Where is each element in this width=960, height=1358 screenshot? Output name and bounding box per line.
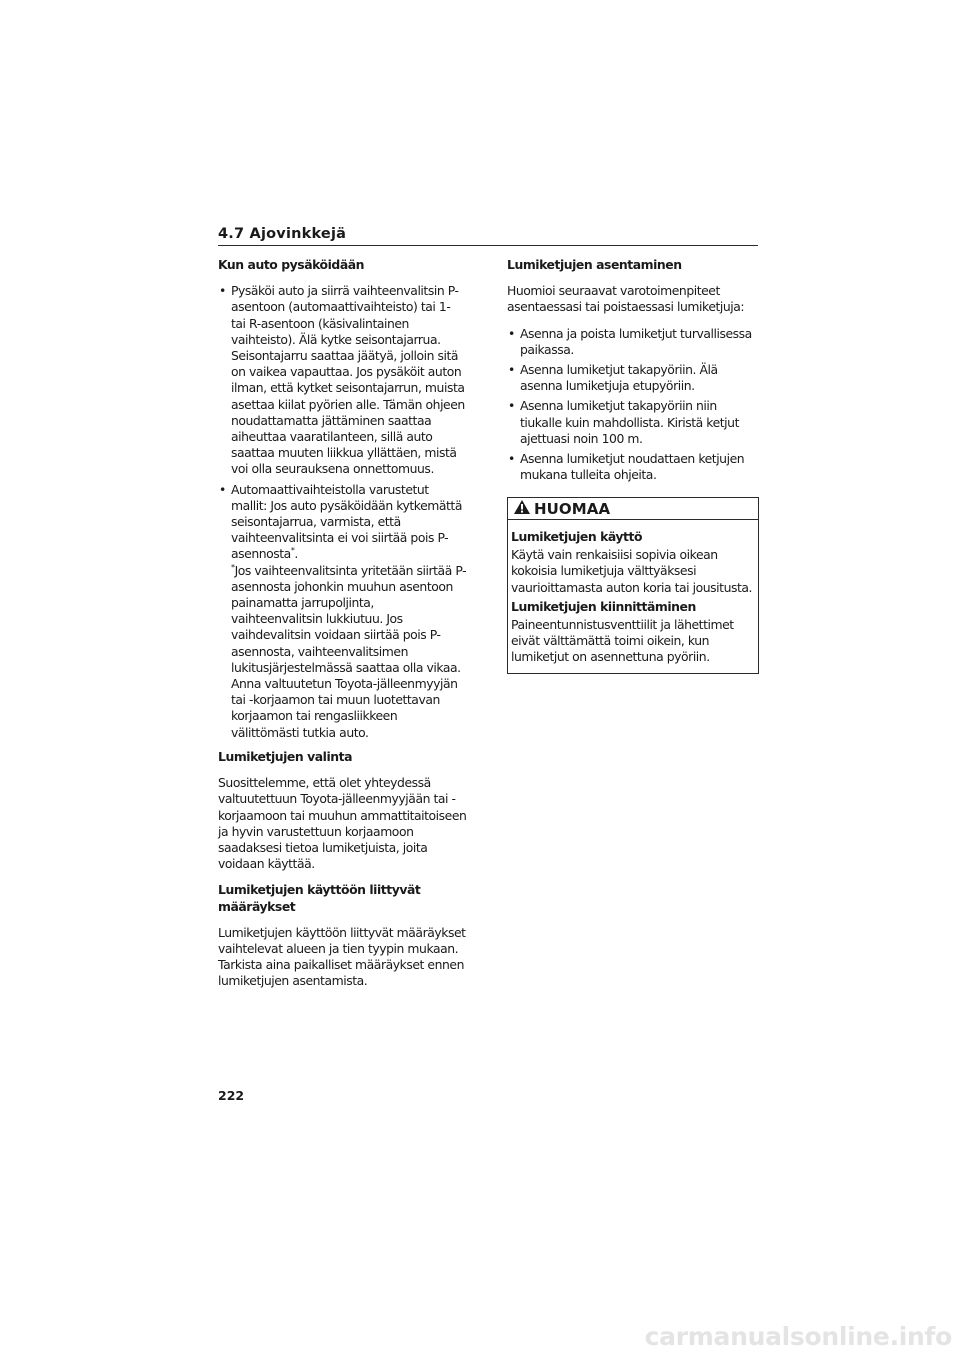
install-bullet-4: Asenna lumiketjut noudattaen ketjujen mukana tulleita ohjeita. <box>520 451 745 483</box>
install-bullet-2: Asenna lumiketjut takapyöriin. Älä asenna lumiketjuja etupyöriin. <box>520 362 718 394</box>
install-intro: Huomioi seuraavat varotoimenpiteet asentaessasi tai poistaessasi lumiketjuja: <box>507 283 745 315</box>
list-item <box>507 326 759 358</box>
parking-bullet-1: Pysäköi auto ja siirrä vaihteenvalitsin P-asentoon (automaattivaihteisto) tai 1- tai R-asentoon (käsivalintainen vaihteisto). Älä kytke seisontajarrua. Seisontajarru saattaa jäätyä, jolloin sitä on vaikea vapauttaa. Jos pysäköit auton ilman, että kytket seisontajarrun, muista asettaa kiilat pyörien alle. Tämän ohjeen noudattamatta jättäminen saattaa aiheuttaa vaaratilanteen, sillä auto saattaa muuten liikkua yllättäen, mistä voi olla seurauksena onnettomuus. <box>231 283 465 477</box>
notice-body <box>508 520 758 666</box>
parking-bullet-list <box>218 283 468 741</box>
notice-box <box>507 497 759 674</box>
notice-use-heading: Lumiketjujen käyttö <box>511 529 643 544</box>
selection-text: Suosittelemme, että olet yhteydessä valtuutettuun Toyota-jälleenmyyjään tai -korjaamoon tai muuhun ammattitaitoiseen ja hyvin varustettuun korjaamoon saadaksesi tietoa lumiketjuista, joita voidaan käyttää. <box>218 775 467 872</box>
list-item <box>507 362 759 394</box>
section-title: 4.7 Ajovinkkejä <box>218 226 347 242</box>
install-bullet-3: Asenna lumiketjut takapyöriin niin tiukalle kuin mahdollista. Kiristä ketjut ajettuasi noin 100 m. <box>520 398 739 446</box>
footnote-reference-period: . <box>294 546 298 562</box>
parking-bullet-2: Automaattivaihteistolla varustetut mallit: Jos auto pysäköidään kytkemättä seisontajarrua, varmista, että vaihteenvalitsinta ei voi siirtää pois P-asennosta <box>231 481 462 562</box>
warning-icon <box>513 499 531 519</box>
page-number: 222 <box>218 1088 245 1103</box>
install-heading: Lumiketjujen asentaminen <box>507 257 682 272</box>
regulations-text: Lumiketjujen käyttöön liittyvät määräykset vaihtelevat alueen ja tien tyypin mukaan. Tarkista aina paikalliset määräykset ennen lumiketjujen asentamista. <box>218 924 466 989</box>
list-item <box>507 398 759 447</box>
list-item <box>507 451 759 483</box>
footnote-mark: * <box>231 562 235 572</box>
notice-label: HUOMAA <box>534 499 611 518</box>
footnote-reference: * <box>290 546 295 556</box>
regulations-heading: Lumiketjujen käyttöön liittyvät määräykset <box>218 882 421 914</box>
watermark: carmanualsonline.info <box>644 1322 952 1351</box>
right-column <box>507 257 759 491</box>
parking-heading: Kun auto pysäköidään <box>218 257 365 272</box>
install-bullet-list <box>507 326 759 484</box>
notice-fitting-text: Paineentunnistusventtiilit ja lähettimet eivät välttämättä toimi oikein, kun lumiketjut on asennettuna pyöriin. <box>511 617 734 665</box>
selection-heading: Lumiketjujen valinta <box>218 748 353 764</box>
list-item <box>218 482 468 741</box>
footnote <box>231 563 468 741</box>
section-header <box>218 224 758 246</box>
notice-fitting-heading: Lumiketjujen kiinnittäminen <box>511 598 696 614</box>
notice-header <box>508 498 758 520</box>
footnote-text: Jos vaihteenvalitsinta yritetään siirtää P-asennosta johonkin muuhun asentoon painamatta jarrupoljinta, vaihteenvalitsin lukkiutuu. Jos vaihdevalitsin voidaan siirtää pois P-asennosta, vaihteenvalitsimen lukitusjärjestelmässä saattaa olla vikaa. Anna valtuutetun Toyota-jälleenmyyjän tai -korjaamon tai muun luotettavan korjaamon tai rengasliikkeen välittömästi tutkia auto. <box>231 562 467 740</box>
left-column <box>218 257 468 1000</box>
install-bullet-1: Asenna ja poista lumiketjut turvallisessa paikassa. <box>520 325 752 357</box>
warning-icon-graphic <box>513 499 531 515</box>
notice-use-text: Käytä vain renkaisiisi sopivia oikean kokoisia lumiketjuja välttyäksesi vaurioittamasta auton koria tai jousitusta. <box>511 547 753 595</box>
list-item <box>218 283 468 477</box>
